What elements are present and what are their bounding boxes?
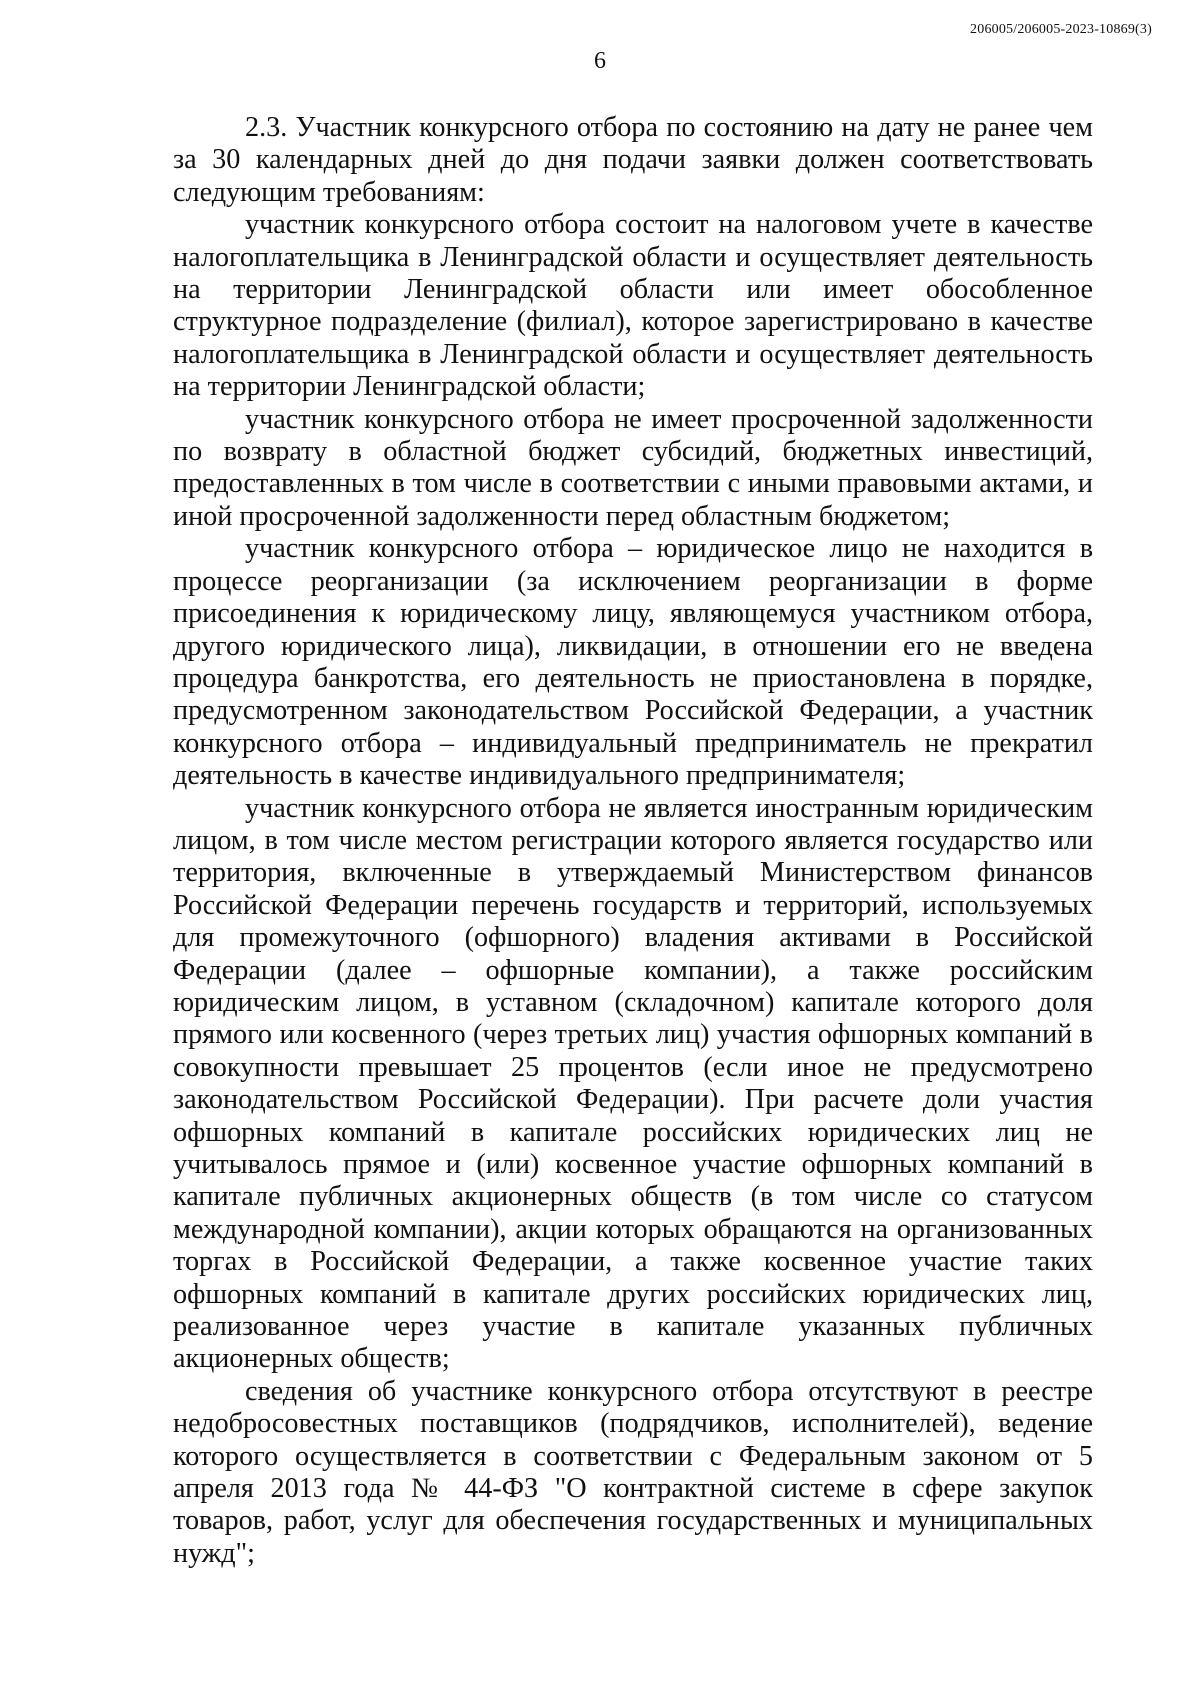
document-id: 206005/206005-2023-10869(3) [970, 22, 1152, 37]
paragraph-tax-registration: участник конкурсного отбора состоит на налоговом учете в качестве налогоплательщика в Ленинградской области и осуществляет деятельность на территории Ленинградской области или имеет обособленное структурное подразделение (филиал), которое зарегистрировано в качестве налогоплательщика в Ленинградской области и осуществляет деятельность на территории Ленинградской области; [173, 209, 1093, 403]
document-body [173, 112, 1093, 1570]
paragraph-no-reorganization: участник конкурсного отбора – юридическое лицо не находится в процессе реорганизации (за исключением реорганизации в форме присоединения к юридическому лицу, являющемуся участником отбора, другого юридического лица), ликвидации, в отношении его не введена процедура банкротства, его деятельность не приостановлена в порядке, предусмотренном законодательством Российской Федерации, а участник конкурсного отбора – индивидуальный предприниматель не прекратил деятельность в качестве индивидуального предпринимателя; [173, 533, 1093, 792]
paragraph-no-overdue-debt: участник конкурсного отбора не имеет просроченной задолженности по возврату в областной бюджет субсидий, бюджетных инвестиций, предоставленных в том числе в соответствии с иными правовыми актами, и иной просроченной задолженности перед областным бюджетом; [173, 403, 1093, 532]
paragraph-not-foreign-entity: участник конкурсного отбора не является иностранным юридическим лицом, в том числе местом регистрации которого является государство или территория, включенные в утверждаемый Министерством финансов Российской Федерации перечень государств и территорий, используемых для промежуточного (офшорного) владения активами в Российской Федерации (далее – офшорные компании), а также российским юридическим лицом, в уставном (складочном) капитале которого доля прямого или косвенного (через третьих лиц) участия офшорных компаний в совокупности превышает 25 процентов (если иное не предусмотрено законодательством Российской Федерации). При расчете доли участия офшорных компаний в капитале российских юридических лиц не учитывалось прямое и (или) косвенное участие офшорных компаний в капитале публичных акционерных обществ (в том числе со статусом международной компании), акции которых обращаются на организованных торгах в Российской Федерации, а также косвенное участие таких офшорных компаний в капитале других российских юридических лиц, реализованное через участие в капитале указанных публичных акционерных обществ; [173, 792, 1093, 1375]
page-number: 6 [594, 48, 606, 74]
paragraph-2-3-intro: 2.3. Участник конкурсного отбора по состоянию на дату не ранее чем за 30 календарных дней до дня подачи заявки должен соответствовать следующим требованиям: [173, 112, 1093, 208]
paragraph-not-in-registry: сведения об участнике конкурсного отбора отсутствуют в реестре недобросовестных поставщиков (подрядчиков, исполнителей), ведение которого осуществляется в соответствии с Федеральным законом от 5 апреля 2013 года № 44-ФЗ "О контрактной системе в сфере закупок товаров, работ, услуг для обеспечения государственных и муниципальных нужд"; [173, 1375, 1093, 1569]
